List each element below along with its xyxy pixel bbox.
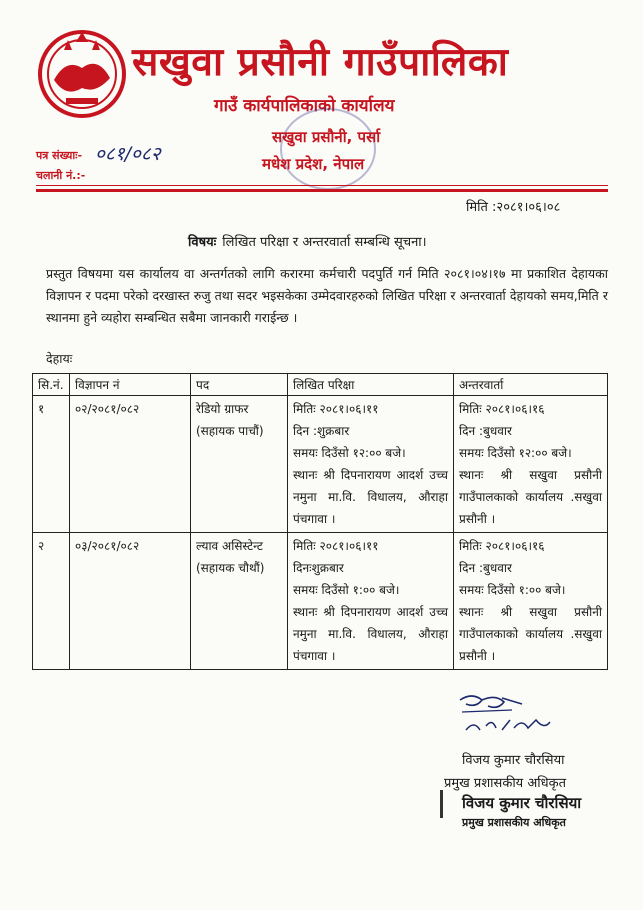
interview-place: स्थानः श्री सखुवा प्रसौनी गाउँपालकाको कार्यालय .सखुवा प्रसौनी । — [459, 468, 602, 526]
office-seal — [280, 108, 376, 190]
post-level: (सहायक पाचौं) — [196, 424, 264, 438]
handwritten-signature — [452, 690, 562, 738]
cell-sn: २ — [33, 533, 70, 670]
interview-time: समयः दिउँसो १:०० बजे। — [459, 583, 566, 597]
exam-time: समयः दिउँसो १२:०० बजे। — [293, 446, 406, 460]
municipality-name: सखुवा प्रसौनी गाउँपालिका — [132, 40, 509, 85]
exam-day: दिन :शुक्रबार — [293, 424, 350, 438]
interview-day: दिन :बुधवार — [459, 424, 512, 438]
notice-date: मिति :२०८१।०६।०८ — [466, 200, 561, 215]
interview-time: समयः दिउँसो १२:०० बजे। — [459, 446, 572, 460]
header-divider-thick — [36, 189, 608, 192]
exam-date: मितिः २०८१।०६।११ — [293, 402, 379, 416]
exam-place: स्थानः श्री दिपनारायण आदर्श उच्च नमुना मा.वि. विधालय, औराहा पंचगावा । — [293, 468, 448, 526]
col-header-post: पद — [191, 374, 288, 396]
cell-interview — [454, 396, 608, 533]
exam-place: स्थानः श्री दिपनारायण आदर्श उच्च नमुना मा.वि. विधालय, औराहा पंचगावा । — [293, 605, 448, 663]
interview-date: मितिः २०८१।०६।१६ — [459, 539, 545, 553]
col-header-interview: अन्तरवार्ता — [454, 374, 608, 396]
col-header-written-exam: लिखित परिक्षा — [288, 374, 454, 396]
dispatch-number-label: चलानी नं.:- — [36, 169, 86, 182]
exam-day: दिनःशुक्रबार — [293, 561, 344, 575]
signatory-name: विजय कुमार चौरसिया — [462, 753, 565, 768]
exam-date: मितिः २०८१।०६।११ — [293, 539, 379, 553]
interview-date: मितिः २०८१।०६।१६ — [459, 402, 545, 416]
stamp-name: विजय कुमार चौरसिया — [462, 794, 582, 812]
cell-written-exam — [288, 396, 454, 533]
post-name: रेडियो ग्राफर — [196, 402, 249, 416]
post-level: (सहायक चौथौं) — [196, 561, 265, 575]
cell-written-exam — [288, 533, 454, 670]
interview-place: स्थानः श्री सखुवा प्रसौनी गाउँपालकाको कार्यालय .सखुवा प्रसौनी । — [459, 605, 602, 663]
subject-text: लिखित परिक्षा र अन्तरवार्ता सम्बन्धि सूचना। — [222, 235, 427, 250]
subject-label: विषयः — [188, 235, 217, 250]
table-row — [33, 533, 608, 670]
address-line-2: मधेश प्रदेश, नेपाल — [262, 155, 365, 173]
cell-adv-no: ०३/२०८१/०८२ — [70, 533, 191, 670]
address-line-1: सखुवा प्रसौनी, पर्सा — [272, 128, 381, 146]
interview-day: दिन :बुधवार — [459, 561, 512, 575]
stamp-title: प्रमुख प्रशासकीय अधिकृत — [462, 816, 566, 829]
table-row — [33, 396, 608, 533]
body-paragraph: प्रस्तुत विषयमा यस कार्यालय वा अन्तर्गतको लागि करारमा कर्मचारी पदपुर्ति गर्न मिति २०८१।०४।१७ मा प्रकाशित देहायका विज्ञापन र पदमा परेको दरखास्त रुजु तथा सदर भइसकेका उम्मेदवारहरुको लिखित परिक्षा र अन्तरवार्ता देहायको समय,मिति र स्थानमा हुने व्यहोरा सम्बन्धित सबैमा जानकारी गराईन्छ । — [46, 266, 608, 325]
exam-schedule-table — [32, 373, 608, 670]
ref-number-label: पत्र संख्याः- — [36, 149, 83, 162]
signatory-title: प्रमुख प्रशासकीय अधिकृत — [444, 776, 567, 791]
subject-line — [188, 232, 427, 250]
exam-time: समयः दिउँसो १:०० बजे। — [293, 583, 400, 597]
cell-post — [191, 396, 288, 533]
following-label: देहायः — [46, 351, 73, 366]
cell-adv-no: ०२/२०८१/०८२ — [70, 396, 191, 533]
post-name: ल्याव असिस्टेन्ट — [196, 539, 263, 553]
col-header-sn: सि.नं. — [33, 374, 70, 396]
cell-interview — [454, 533, 608, 670]
stamp-bar — [440, 790, 443, 818]
cell-post — [191, 533, 288, 670]
cell-sn: १ — [33, 396, 70, 533]
table-header-row — [33, 374, 608, 396]
header-divider-thin — [36, 185, 608, 186]
office-name: गाउँ कार्यपालिकाको कार्यालय — [214, 96, 395, 116]
nepal-emblem-icon — [36, 28, 128, 120]
ref-number-value: ०८१/०८२ — [95, 143, 161, 165]
col-header-adv-no: विज्ञापन नं — [70, 374, 191, 396]
